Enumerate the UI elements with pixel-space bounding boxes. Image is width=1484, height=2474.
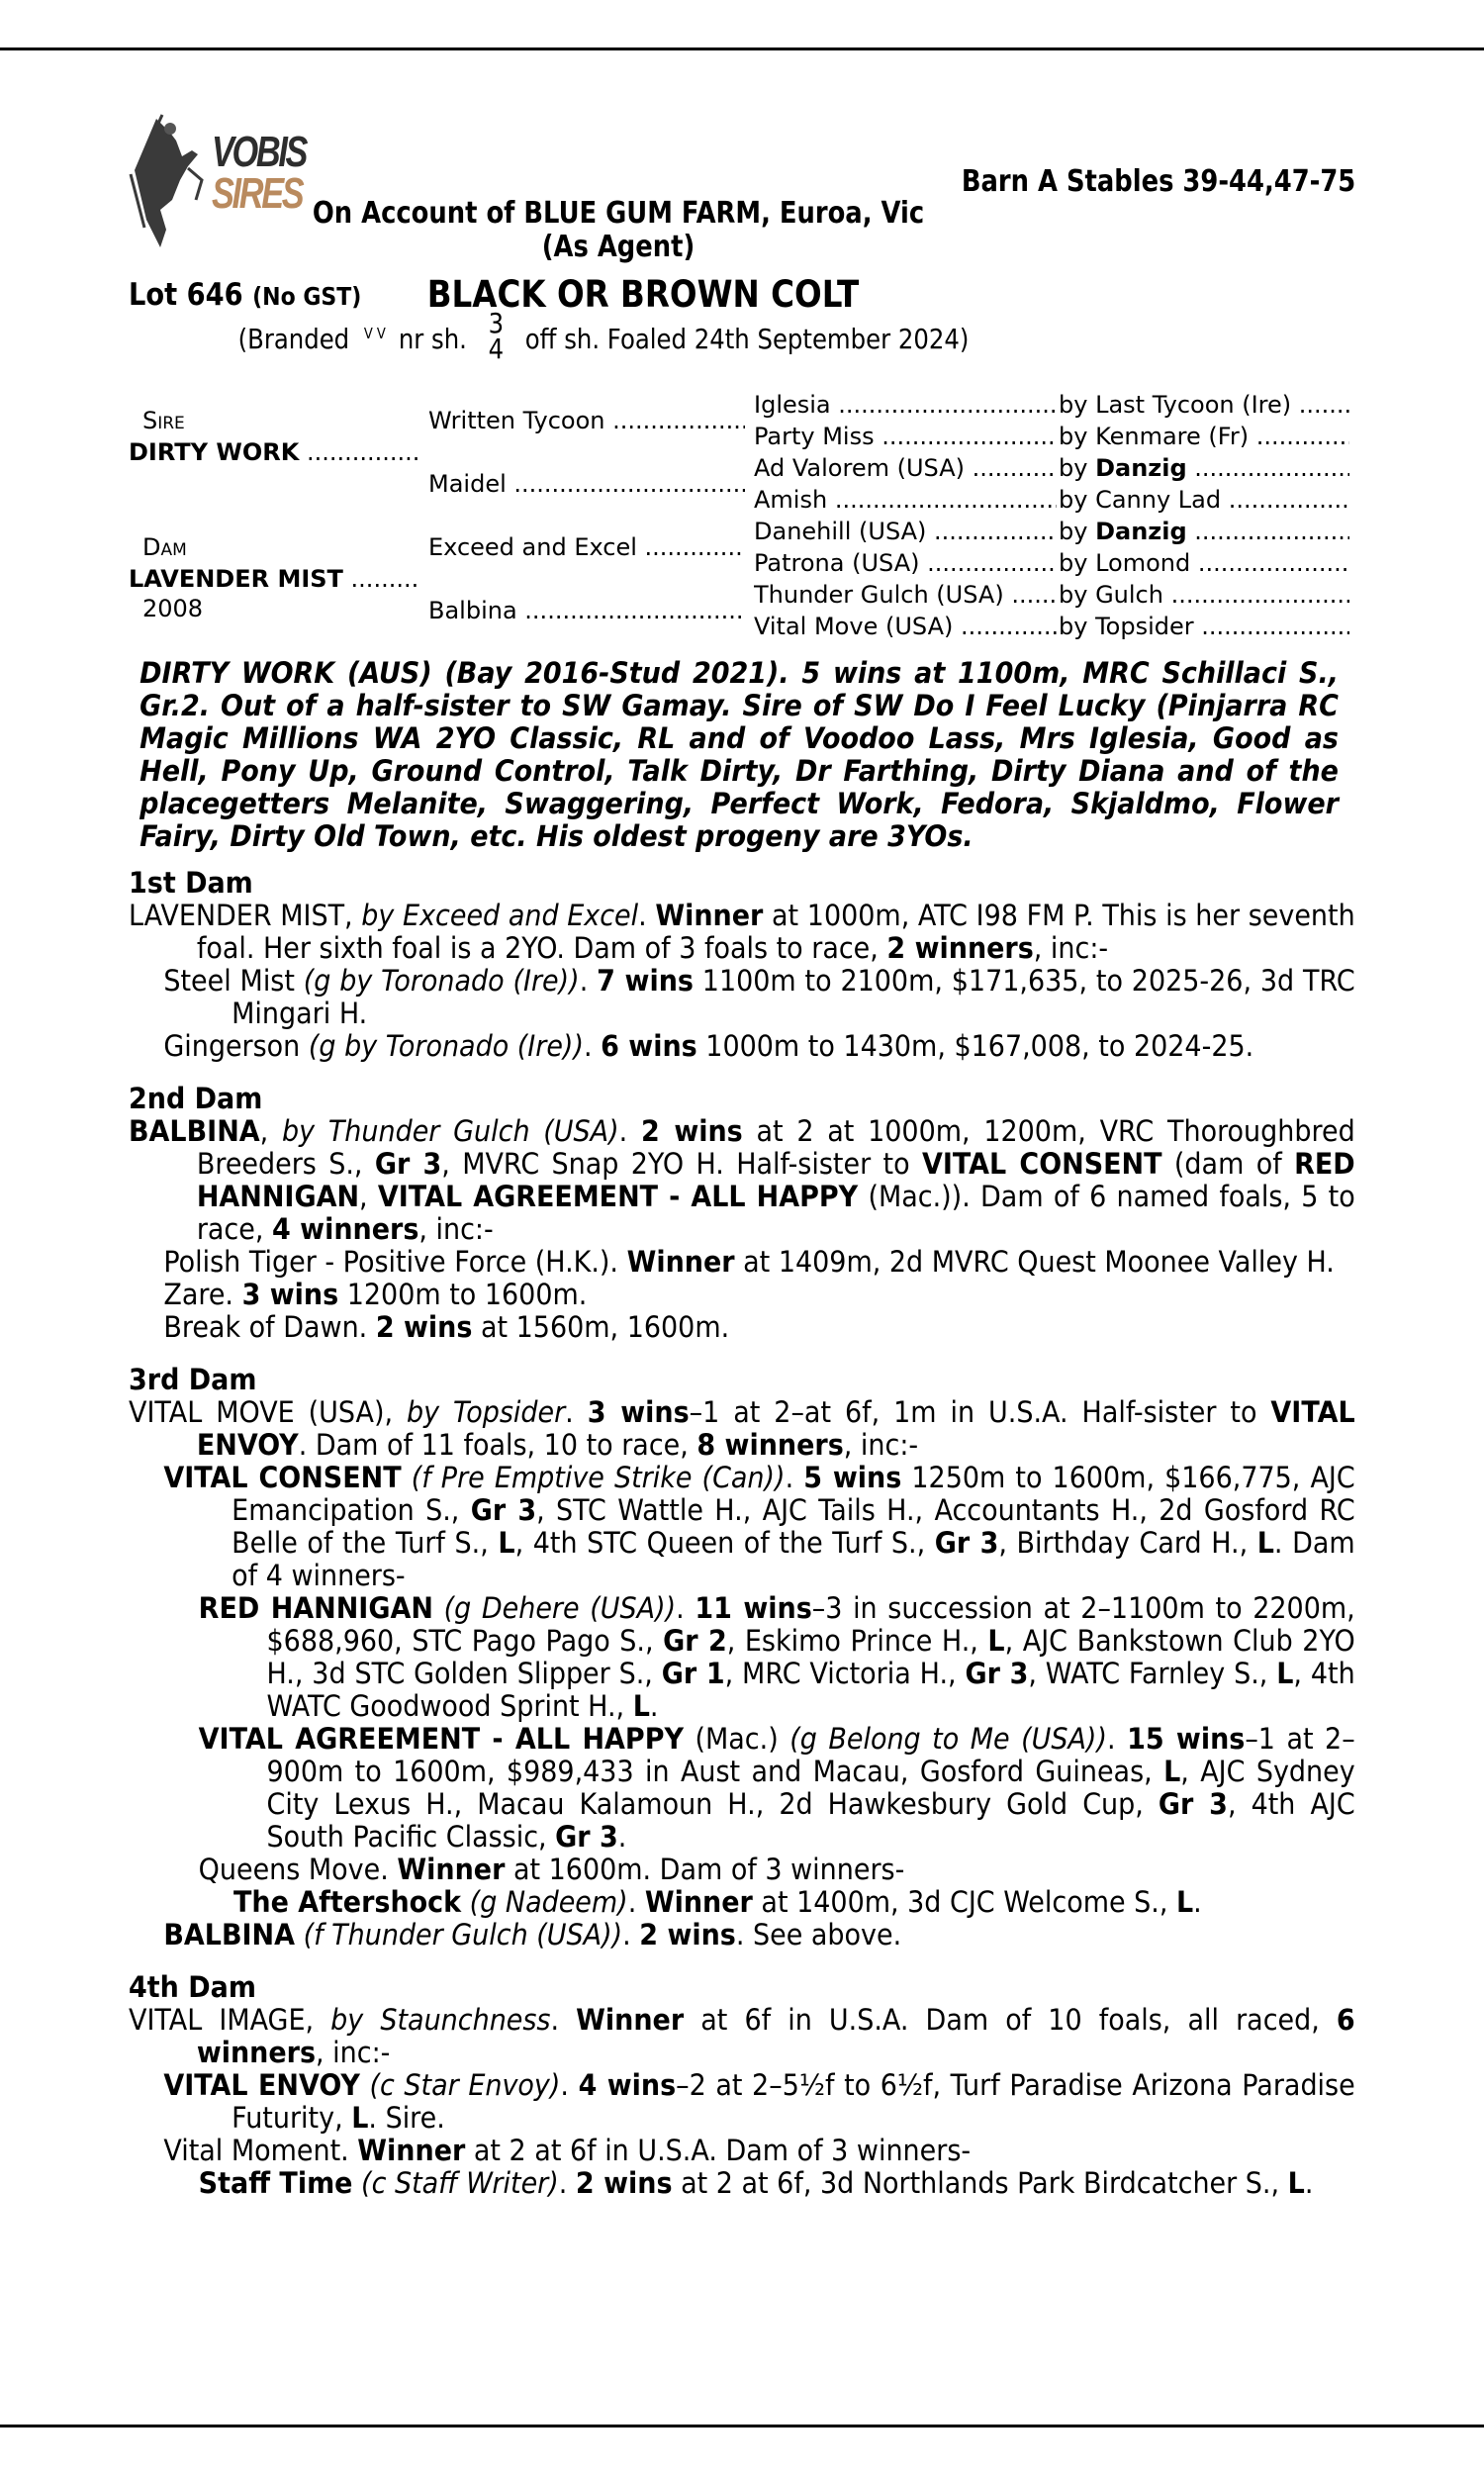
gen2-dam-sire: Exceed and Excel ..... [428, 531, 745, 563]
section-spacer [129, 1344, 1355, 1354]
pedigree-table [129, 389, 1355, 642]
gen2-sire-dam: Maidel ..... [428, 468, 745, 500]
fraction-numerator: 3 [488, 307, 505, 339]
progeny-record: Zare. 3 wins 1200m to 1600m. [163, 1278, 588, 1311]
gen3-ancestor: Party Miss ..... [754, 421, 1057, 452]
gen3-ancestor-sire: by Danzig ..... [1059, 452, 1349, 484]
catalogue-body [129, 657, 1355, 2210]
progeny-record: Gingerson (g by Toronado (Ire)). 6 wins 1000m to 1430m, $167,008, to 2024-25. [163, 1029, 1254, 1063]
dam-record: VITAL MOVE (USA), by Topsider. 3 wins–1 at 2–at 6f, 1m in U.S.A. Half-sister to VITAL ENVOY. Dam of 11 foals, 10 to race, 8 winners, inc:- [129, 1395, 1355, 1462]
branded-mid: nr sh. [398, 323, 467, 355]
top-rule [0, 48, 1484, 50]
gen3-ancestor: Patrona (USA) ..... [754, 547, 1057, 579]
progeny-record: VITAL AGREEMENT - ALL HAPPY (Mac.) (g Belong to Me (USA)). 15 wins–1 at 2–900m to 1600m, $989,433 in Aust and Macau, Gosford Guineas, L, AJC Sydney City Lexus H., Macau Kalamoun H., 2d Hawkesbury Gold Cup, Gr 3, 4th AJC South Pacific Classic, Gr 3. [198, 1722, 1355, 1854]
progeny-record: VITAL ENVOY (c Star Envoy). 4 wins–2 at 2–5½f to 6½f, Turf Paradise Arizona Paradise Futurity, L. Sire. [163, 2068, 1355, 2135]
branded-suffix: off sh. Foaled 24th September 2024) [524, 323, 970, 355]
gen3-ancestor: Ad Valorem (USA) ..... [754, 452, 1057, 484]
logo-word-sires: SIRES [212, 169, 303, 218]
gen3-ancestor: Iglesia ..... [754, 389, 1057, 421]
gen3-ancestor-sire: by Danzig ..... [1059, 516, 1349, 547]
gen3-ancestor-sire: by Lomond ..... [1059, 547, 1349, 579]
vendor-account: On Account of BLUE GUM FARM, Euroa, Vic [312, 196, 925, 231]
horse-title: BLACK OR BROWN COLT [426, 273, 860, 316]
fraction-denominator: 4 [488, 333, 505, 365]
progeny-record: Steel Mist (g by Toronado (Ire)). 7 wins 1100m to 2100m, $171,635, to 2025-26, 3d TRC Mingari H. [163, 964, 1355, 1030]
sire-summary-paragraph: DIRTY WORK (AUS) (Bay 2016-Stud 2021). 5 wins at 1100m, MRC Schillaci S., Gr.2. Out of a half-sister to SW Gamay. Sire of SW Do I Feel Lucky (Pinjarra RC Magic Millions WA 2YO Classic, RL and of Voodoo Lass, Mrs Iglesia, Good as Hell, Pony Up, Ground Control, Talk Dirty, Dr Farthing, Dirty Diana and of the placegetters Melanite, Swaggering, Perfect Work, Fedora, Skjaldmo, Flower Fairy, Dirty Old Town, etc. His oldest progeny are 3YOs. [139, 656, 1339, 853]
dam-label: Dam [142, 533, 187, 561]
bottom-rule [0, 2425, 1484, 2427]
gen3-ancestor-sire: by Last Tycoon (Ire) ..... [1059, 389, 1349, 421]
brand-foaled-line [78, 307, 1369, 366]
gen2-dam-dam: Balbina ..... [428, 595, 745, 626]
section-spacer [129, 1951, 1355, 1961]
progeny-record: Polish Tiger - Positive Force (H.K.). Winner at 1409m, 2d MVRC Quest Moonee Valley H. [163, 1245, 1335, 1279]
progeny-record: VITAL CONSENT (f Pre Emptive Strike (Can)). 5 wins 1250m to 1600m, $166,775, AJC Emancipation S., Gr 3, STC Wattle H., AJC Tails H., Accountants H., 2d Gosford RC Belle of the Turf S., L, 4th STC Queen of the Turf S., Gr 3, Birthday Card H., L. Dam of 4 winners- [163, 1461, 1355, 1592]
section-title: 1st Dam [129, 866, 253, 900]
dam-foaled-year: 2008 [142, 595, 204, 622]
sire-label: Sire [142, 407, 185, 434]
gen3-ancestor: Danehill (USA) ..... [754, 516, 1057, 547]
progeny-record: Vital Moment. Winner at 2 at 6f in U.S.A. Dam of 3 winners- [163, 2134, 972, 2167]
lot-label: Lot 646 [129, 277, 243, 313]
gen3-ancestor: Vital Move (USA) ..... [754, 611, 1057, 642]
dam-sections [129, 867, 1355, 2210]
gen2-sire-sire: Written Tycoon ..... [428, 405, 745, 436]
branded-prefix: (Branded [237, 323, 350, 355]
dam-record: BALBINA, by Thunder Gulch (USA). 2 wins at 2 at 1000m, 1200m, VRC Thoroughbred Breeders S., Gr 3, MVRC Snap 2YO H. Half-sister to VITAL CONSENT (dam of RED HANNIGAN, VITAL AGREEMENT - ALL HAPPY (Mac.)). Dam of 6 named foals, 5 to race, 4 winners, inc:- [129, 1114, 1355, 1246]
progeny-record: Staff Time (c Staff Writer). 2 wins at 2 at 6f, 3d Northlands Park Birdcatcher S., L. [198, 2166, 1314, 2200]
section-spacer [129, 1063, 1355, 1073]
progeny-record: Queens Move. Winner at 1600m. Dam of 3 winners- [198, 1853, 905, 1886]
progeny-record: BALBINA (f Thunder Gulch (USA)). 2 wins. See above. [163, 1918, 902, 1951]
gen3-ancestor: Amish ..... [754, 484, 1057, 516]
gen3-ancestor-sire: by Topsider ..... [1059, 611, 1349, 642]
section-title: 2nd Dam [129, 1082, 263, 1115]
vendor-agent-note: (As Agent) [541, 230, 696, 264]
gst-note: (No GST) [252, 282, 362, 311]
progeny-record: The Aftershock (g Nadeem). Winner at 1400m, 3d CJC Welcome S., L. [233, 1885, 1202, 1919]
section-title: 3rd Dam [129, 1363, 257, 1396]
dam-record: LAVENDER MIST, by Exceed and Excel. Winner at 1000m, ATC I98 FM P. This is her seventh foal. Her sixth foal is a 2YO. Dam of 3 foals to race, 2 winners, inc:- [129, 899, 1355, 965]
section-spacer [129, 2200, 1355, 2210]
brand-fraction [488, 307, 505, 365]
gen3-ancestor-sire: by Canny Lad ..... [1059, 484, 1349, 516]
progeny-record: RED HANNIGAN (g Dehere (USA)). 11 wins–3 in succession at 2–1100m to 2200m, $688,960, STC Pago Pago S., Gr 2, Eskimo Prince H., L, AJC Bankstown Club 2YO H., 3d STC Golden Slipper S., Gr 1, MRC Victoria H., Gr 3, WATC Farnley S., L, 4th WATC Goodwood Sprint H., L. [198, 1591, 1355, 1723]
gen3-ancestor-sire: by Kenmare (Fr) ..... [1059, 421, 1349, 452]
gen3-ancestor: Thunder Gulch (USA) ..... [754, 579, 1057, 611]
brand-mark-icon: V V [363, 325, 386, 342]
sire-name: DIRTY WORK ..... [129, 436, 419, 468]
section-title: 4th Dam [129, 1970, 256, 2004]
gen3-ancestor-sire: by Gulch ..... [1059, 579, 1349, 611]
barn-location: Barn A Stables 39-44,47-75 [961, 164, 1355, 199]
progeny-record: Break of Dawn. 2 wins at 1560m, 1600m. [163, 1310, 730, 1344]
dam-name: LAVENDER MIST ..... [129, 563, 419, 595]
dam-record: VITAL IMAGE, by Staunchness. Winner at 6f in U.S.A. Dam of 10 foals, all raced, 6 winners, inc:- [129, 2003, 1355, 2069]
logo-word-vobis: VOBIS [212, 128, 307, 176]
